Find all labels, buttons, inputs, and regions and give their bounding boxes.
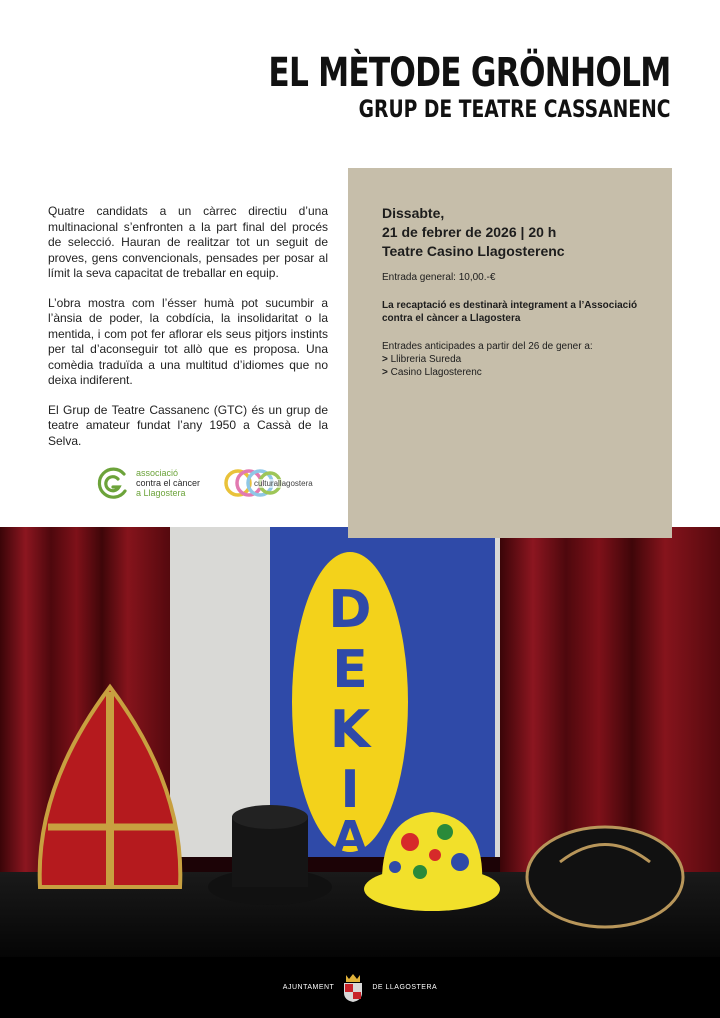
aecc-line-1: associació — [136, 468, 179, 478]
footer-left-text: AJUNTAMENT — [282, 984, 335, 991]
aecc-logo — [96, 466, 200, 500]
charity-note: La recaptació es destinarà integrament a l’Associació contra el càncer a Llagostera — [382, 300, 638, 324]
page-subtitle: GRUP DE TEATRE CASSANENC — [358, 95, 670, 123]
description-paragraph-3: El Grup de Teatre Cassanenc (GTC) és un grup de teatre amateur fundat l’any 1950 a Cassà de la Selva. — [48, 402, 328, 448]
sign-letter-d: D — [328, 580, 372, 640]
footer — [0, 957, 720, 1018]
ticket-price: Entrada general: 10,00.-€ — [382, 272, 496, 283]
sale-point-1: > Llibreria Sureda — [382, 354, 462, 365]
description-paragraph-2: L’obra mostra com l’ésser humà pot sucumbir a l’ànsia de poder, la cobdícia, la insolidaritat o la mentida, i com pot fer aflorar els seus pitjors instints per tal d’aconseguir tot allò que es proposa. Una comèdia traduïda a una multitud d’idiomes que no deixa indiferent. — [48, 295, 328, 387]
page-title: EL MÈTODE GRÖNHOLM — [267, 50, 670, 96]
culture-logo-text: culturallagostera — [254, 478, 313, 488]
event-day: Dissabte, — [382, 205, 445, 221]
presale-note: Entrades anticipades a partir del 26 de gener a: — [382, 341, 593, 352]
description-paragraph-1: Quatre candidats a un càrrec directiu d’una multinacional s’enfronten a la part final del procés de selecció. Hauran de realitzar tot un seguit de proves, gens convencionals, pensades per posar al límit la seva capacitat de treballar en equip. — [48, 204, 328, 280]
event-info-box — [348, 168, 672, 538]
sponsor-logos — [96, 464, 336, 504]
stage-photo — [0, 527, 720, 957]
title-block — [155, 50, 671, 124]
aecc-line-3: a Llagostera — [136, 488, 186, 498]
description — [48, 204, 328, 463]
event-venue: Teatre Casino Llagosterenc — [382, 243, 565, 259]
footer-right-text: DE LLAGOSTERA — [372, 984, 438, 991]
aecc-icon — [96, 466, 130, 500]
sign-letter-a: A — [332, 812, 368, 863]
event-date: 21 de febrer de 2026 | 20 h — [382, 224, 557, 240]
sign-letter-e: E — [332, 640, 368, 700]
aecc-line-2: contra el càncer — [136, 478, 201, 488]
culture-logo — [224, 466, 315, 500]
sign-letter-k: K — [329, 700, 371, 760]
town-crest-icon — [342, 973, 364, 1003]
sale-point-2-label: Casino Llagosterenc — [390, 367, 482, 378]
sign-letter-i: I — [340, 760, 360, 820]
sale-point-1-label: Llibreria Sureda — [390, 354, 462, 365]
bullfighter-hat — [527, 827, 683, 927]
sale-point-2: > Casino Llagosterenc — [382, 367, 482, 378]
